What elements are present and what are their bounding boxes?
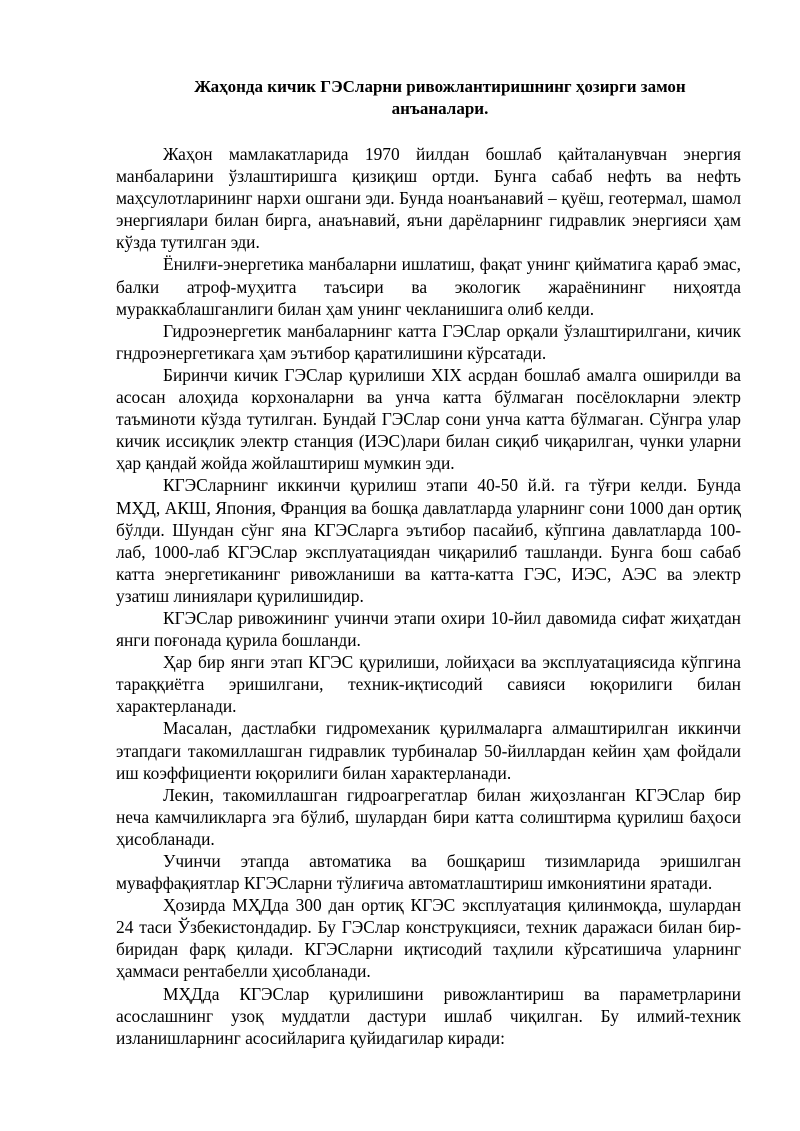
paragraph: Ёнилғи-энергетика манбаларни ишлатиш, фақат унинг қийматига қараб эмас, балки атроф-муҳитга таъсири ва экологик жараёнининг ниҳоятда мураккаблашганлиги билан ҳам унинг чекланишига олиб келди. [116, 254, 741, 319]
paragraph: Биринчи кичик ГЭСлар қурилиши XIX асрдан бошлаб амалга оширилди ва асосан алоҳида корхоналарни ва унча катта бўлмаган посёлокларни электр таъминоти кўзда тутилган. Бундай ГЭСлар сони унча катта бўлмаган. Сўнгра улар кичик иссиқлик электр станция (ИЭС)лари билан сиқиб чиқарилган, чунки уларни ҳар қандай жойда жойлаштириш мумкин эди. [116, 364, 741, 474]
document-body [116, 143, 741, 1049]
paragraph: Учинчи этапда автоматика ва бошқариш тизимларида эришилган муваффақиятлар КГЭСларни тўлиғича автоматлаштириш имкониятини яратади. [116, 851, 741, 894]
paragraph: Масалан, дастлабки гидромеханик қурилмаларга алмаштирилган иккинчи этапдаги такомиллашган гидравлик турбиналар 50-йиллардан кейин ҳам фойдали иш коэффициенти юқорилиги билан характерланади. [116, 718, 741, 783]
paragraph: КГЭСларнинг иккинчи қурилиш этапи 40-50 й.й. га тўғри келди. Бунда МҲД, АКШ, Япония, Франция ва бошқа давлатларда уларнинг сони 1000 дан ортиқ бўлди. Шундан сўнг яна КГЭСларга эътибор пасайиб, кўпгина давлатларда 100-лаб, 1000-лаб КГЭСлар эксплуатациядан чиқарилиб ташланди. Бунга бош сабаб катта энергетиканинг ривожланиши ва катта-катта ГЭС, ИЭС, АЭС ва электр узатиш линиялари қурилишидир. [116, 475, 741, 606]
paragraph: КГЭСлар ривожининг учинчи этапи охири 10-йил давомида сифат жиҳатдан янги поғонада қурила бошланди. [116, 607, 741, 651]
paragraph: Гидроэнергетик манбаларнинг катта ГЭСлар орқали ўзлаштирилгани, кичик гндроэнергетикага ҳам эътибор қаратилишини кўрсатади. [116, 320, 741, 363]
paragraph: Жаҳон мамлакатларида 1970 йилдан бошлаб қайталанувчан энергия манбаларини ўзлаштиришга қизиқиш ортди. Бунга сабаб нефть ва нефть маҳсулотларининг нархи ошгани эди. Бунда ноанъанавий – қуёш, геотермал, шамол энергиялари билан бирга, анаънавий, яъни дарёларнинг гидравлик энергияси ҳам кўзда тутилган эди. [116, 144, 741, 253]
paragraph: Лекин, такомиллашган гидроагрегатлар билан жиҳозланган КГЭСлар бир неча камчиликларга эга бўлиб, шулардан бири катта солиштирма қурилиш баҳоси ҳисобланади. [116, 784, 741, 849]
paragraph: Ҳар бир янги этап КГЭС қурилиши, лойиҳаси ва эксплуатациясида кўпгина тараққиётга эришилгани, техник-иқтисодий савияси юқорилиги билан характерланади. [116, 652, 741, 717]
paragraph: МҲДда КГЭСлар қурилишини ривожлантириш ва параметрларини асослашнинг узоқ муддатли дастури ишлаб чиқилган. Бу илмий-техник изланишларнинг асосийларига қуйидагилар киради: [116, 983, 741, 1048]
document-title: Жаҳонда кичик ГЭСларни ривожлантиришнинг ҳозирги замон анъаналари. [194, 77, 686, 118]
paragraph: Ҳозирда МҲДда 300 дан ортиқ КГЭС эксплуатация қилинмоқда, шулардан 24 таси Ўзбекистондадир. Бу ГЭСлар конструкцияси, техник даражаси билан бир-биридан фарқ қилади. КГЭСларни иқтисодий таҳлили кўрсатишича уларнинг ҳаммаси рентабелли ҳисобланади. [116, 895, 741, 982]
